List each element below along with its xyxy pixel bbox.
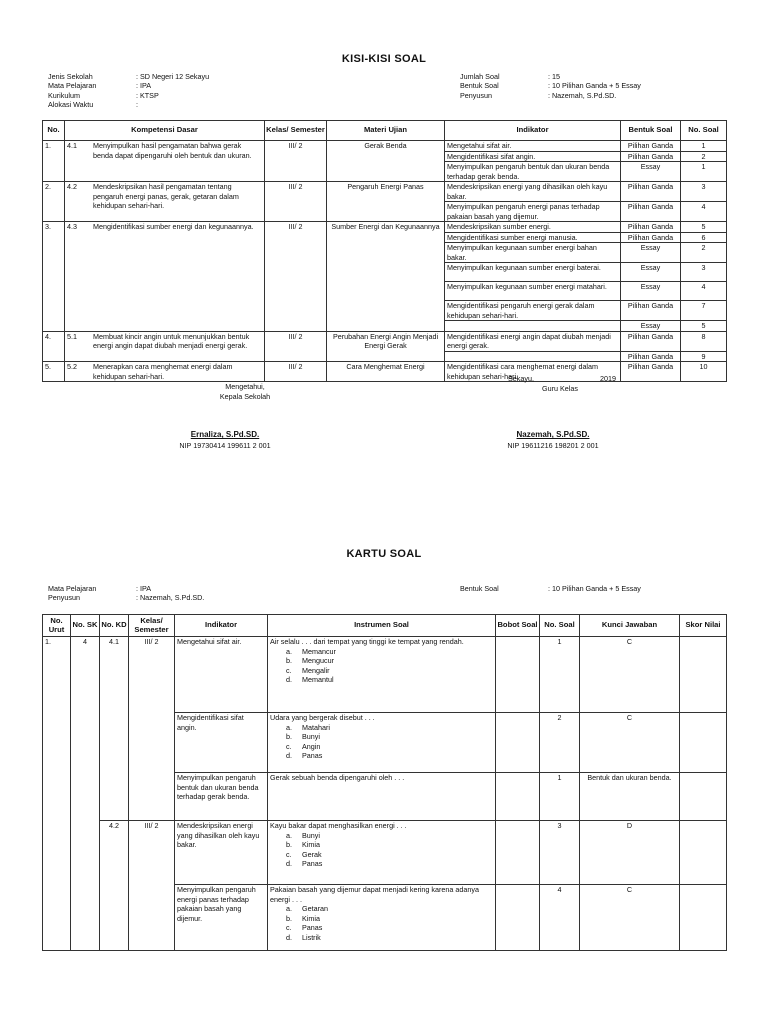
option-letter: d. [286,675,292,684]
bobot-soal-cell [496,713,540,773]
option-text: Mengucur [302,656,334,665]
answer-option [286,723,493,733]
info-label: Mata Pelajaran [48,584,97,593]
kd-number: 4.1 [67,141,77,150]
indikator-cell: Mengetahui sifat air. [445,141,621,152]
info-label: Bentuk Soal [460,584,499,593]
bobot-soal-cell [496,885,540,951]
no-soal-cell: 7 [681,301,727,321]
kd-text: Menyimpulkan hasil pengamatan bahwa gerak benda dapat dipengaruhi oleh bentuk dan ukuran. [93,141,252,160]
kd-number: 5.2 [67,362,77,371]
kunci-jawaban-cell: Bentuk dan ukuran benda. [580,773,680,821]
info-label: Bentuk Soal [460,81,499,91]
option-letter: c. [286,741,292,751]
option-letter: c. [286,849,292,859]
info-label: Kurikulum [48,90,80,100]
bentuk-soal-cell: Pilihan Ganda [621,232,681,243]
kartu-info-right [460,584,641,593]
kisi-info-left [48,72,209,109]
bentuk-soal-cell: Pilihan Ganda [621,351,681,362]
no-sk-cell: 4 [71,637,100,951]
info-row [48,584,204,593]
indikator-cell [445,351,621,362]
indikator-cell: Mengidentifikasi cara menghemat energi dalam kehidupan sehari-hari. [445,362,621,382]
kunci-jawaban-cell: C [580,885,680,951]
header-cell: Instrumen Soal [268,615,496,637]
info-value: : Nazemah, S.Pd.SD. [136,593,205,603]
option-text: Memancur [302,646,336,656]
info-value: : IPA [136,81,152,91]
no-soal-cell: 5 [681,321,727,332]
no-soal-cell: 3 [681,182,727,202]
header-cell: Bobot Soal [496,615,540,637]
indikator-cell: Menyimpulkan kegunaan sumber energi baterai. [445,263,621,282]
indikator-cell: Menyimpulkan pengaruh energi panas terhadap pakaian basah yang dijemur. [175,885,268,951]
no-urut-cell: 1. [43,637,71,951]
header-cell: No. KD [100,615,129,637]
kelas-semester: III/ 2 [265,362,327,382]
bentuk-soal-cell: Pilihan Ganda [621,182,681,202]
kartu-title: KARTU SOAL [346,548,422,560]
row-number: 1. [43,141,65,182]
answer-option [286,742,493,752]
right-signatory-name: Nazemah, S.Pd.SD. [516,430,590,439]
option-text: Getaran [302,904,328,913]
option-text: Gerak [302,849,322,859]
kisi-row [43,331,727,351]
left-signatory-nip: NIP 19730414 199611 2 001 [179,440,271,450]
indikator-cell: Mengidentifikasi sumber energi manusia. [445,232,621,243]
option-text: Panas [302,751,323,760]
indikator-cell: Mengidentifikasi energi angin dapat diubah menjadi energi gerak. [445,331,621,351]
sign-place: Sekayu, [508,374,534,383]
info-row [48,81,209,90]
answer-option [286,914,493,924]
kd-text: Mengidentifikasi sumber energi dan kegunaannya. [93,222,254,231]
option-text: Kimia [302,840,320,849]
header-cell: Kompetensi Dasar [65,121,265,141]
answer-options [270,723,493,761]
option-letter: d. [286,751,292,760]
no-kd-cell: 4.2 [100,821,129,951]
materi-ujian: Pengaruh Energi Panas [327,182,445,222]
indikator-cell: Menyimpulkan pengaruh bentuk dan ukuran benda terhadap gerak benda. [445,162,621,182]
no-soal-cell: 1 [540,637,580,713]
row-number: 3. [43,222,65,332]
question-text: Kayu bakar dapat menghasilkan energi . . . [270,821,407,830]
info-value: : Nazemah, S.Pd.SD. [548,90,617,100]
info-label: Penyusun [48,593,80,603]
no-kd-cell: 4.1 [100,637,129,821]
bentuk-soal-cell: Pilihan Ganda [621,362,681,382]
info-value: : 10 Pilihan Ganda + 5 Essay [548,81,641,91]
kd-text: Menerapkan cara menghemat energi dalam kehidupan sehari-hari. [93,362,233,381]
left-signature-name-block [150,430,300,450]
bentuk-soal-cell: Pilihan Ganda [621,202,681,222]
right-signature-name-block [478,430,628,450]
kelas-semester-cell: III/ 2 [129,821,175,951]
option-letter: d. [286,859,292,868]
answer-option [286,751,493,761]
skor-nilai-cell [680,713,727,773]
kisi-body [43,141,727,382]
answer-option [286,647,493,657]
sign-right-role: Guru Kelas [542,383,578,393]
kompetensi-dasar-cell [65,222,265,332]
kartu-row [43,821,727,885]
skor-nilai-cell [680,773,727,821]
answer-option [286,732,493,742]
no-soal-cell: 3 [681,263,727,282]
answer-option [286,666,493,676]
question-text: Gerak sebuah benda dipengaruhi oleh . . . [270,773,405,782]
header-cell: Indikator [175,615,268,637]
kd-text: Mendeskripsikan hasil pengamatan tentang pengaruh energi panas, gerak, getaran dalam kehidupan sehari-hari. [93,182,239,210]
answer-option [286,831,493,841]
option-text: Panas [302,859,323,868]
no-soal-cell: 1 [681,162,727,182]
header-cell: No. SK [71,615,100,637]
bentuk-soal-cell: Pilihan Ganda [621,141,681,152]
info-row [460,91,641,100]
kartu-info-left [48,584,204,603]
sign-left-line2: Kepala Sekolah [219,391,271,401]
no-soal-cell: 3 [540,821,580,885]
kisi-title: KISI-KISI SOAL [341,53,427,65]
question-text: Pakaian basah yang dijemur dapat menjadi kering karena adanya energi . . . [270,885,479,904]
bentuk-soal-cell: Essay [621,282,681,301]
no-soal-cell: 6 [681,232,727,243]
answer-option [286,923,493,933]
option-letter: a. [286,722,292,732]
no-soal-cell: 4 [681,282,727,301]
option-letter: b. [286,913,292,923]
bentuk-soal-cell: Essay [621,263,681,282]
header-cell: No. Urut [43,615,71,637]
sign-place-date [490,374,630,384]
sign-year: 2019 [600,374,616,383]
option-letter: b. [286,732,292,741]
option-letter: b. [286,840,292,849]
bentuk-soal-cell: Pilihan Ganda [621,222,681,233]
row-number: 2. [43,182,65,222]
question-text: Air selalu . . . dari tempat yang tinggi ke tempat yang rendah. [270,637,464,646]
bobot-soal-cell [496,637,540,713]
instrumen-soal-cell [268,637,496,713]
option-text: Matahari [302,722,330,732]
instrumen-soal-cell [268,773,496,821]
info-value: : [136,99,138,109]
header-cell: Kelas/ Semester [265,121,327,141]
option-letter: c. [286,923,292,932]
kisi-header-row [43,121,727,141]
header-cell: Kelas/ Semester [129,615,175,637]
answer-option [286,850,493,860]
bentuk-soal-cell: Essay [621,162,681,182]
kunci-jawaban-cell: D [580,821,680,885]
question-text: Udara yang bergerak disebut . . . [270,713,375,722]
no-soal-cell: 4 [681,202,727,222]
indikator-cell: Mengetahui sifat air. [175,637,268,713]
left-signatory-name: Ernaliza, S.Pd.SD. [190,430,260,439]
indikator-cell: Mendeskripsikan energi yang dihasilkan oleh kayu bakar. [445,182,621,202]
bentuk-soal-cell: Essay [621,243,681,263]
left-signature-block [170,382,320,401]
indikator-cell: Mengidentifikasi sifat angin. [445,151,621,162]
answer-options [270,831,493,869]
kunci-jawaban-cell: C [580,713,680,773]
header-cell: No. Soal [540,615,580,637]
materi-ujian: Gerak Benda [327,141,445,182]
kartu-body [43,637,727,951]
indikator-cell: Mengidentifikasi sifat angin. [175,713,268,773]
header-cell: Indikator [445,121,621,141]
kelas-semester-cell: III/ 2 [129,637,175,821]
instrumen-soal-cell [268,885,496,951]
no-soal-cell: 10 [681,362,727,382]
kunci-jawaban-cell: C [580,637,680,713]
indikator-cell: Mendeskripsikan sumber energi. [445,222,621,233]
info-value: : 10 Pilihan Ganda + 5 Essay [548,584,641,593]
kisi-info-right [460,72,641,100]
option-letter: b. [286,656,292,665]
right-signature-block [490,374,630,393]
kisi-table [42,120,727,382]
bentuk-soal-cell: Pilihan Ganda [621,151,681,162]
no-soal-cell: 9 [681,351,727,362]
info-value: : IPA [136,584,152,593]
kelas-semester: III/ 2 [265,141,327,182]
info-label: Penyusun [460,90,492,100]
info-row [460,584,641,593]
info-row [48,593,204,602]
indikator-cell: Menyimpulkan kegunaan sumber energi bahan bakar. [445,243,621,263]
info-value: : 15 [548,72,560,81]
indikator-cell: Menyimpulkan kegunaan sumber energi matahari. [445,282,621,301]
row-number: 5. [43,362,65,382]
kd-number: 4.3 [67,222,77,231]
kd-number: 5.1 [67,331,77,341]
kompetensi-dasar-cell [65,182,265,222]
answer-option [286,859,493,869]
indikator-cell: Menyimpulkan pengaruh energi panas terhadap pakaian basah yang dijemur. [445,202,621,222]
answer-option [286,656,493,666]
kartu-row [43,637,727,713]
kartu-table [42,614,727,951]
kelas-semester: III/ 2 [265,182,327,222]
no-soal-cell: 5 [681,222,727,233]
info-value: : SD Negeri 12 Sekayu [136,72,210,81]
info-row [48,72,209,81]
kisi-row [43,182,727,202]
option-text: Bunyi [302,830,320,840]
answer-option [286,933,493,943]
no-soal-cell: 4 [540,885,580,951]
sign-left-line1: Mengetahui, [225,382,265,391]
info-row [48,100,209,109]
option-letter: c. [286,665,292,675]
kisi-row [43,141,727,152]
info-row [460,81,641,90]
instrumen-soal-cell [268,713,496,773]
indikator-cell [445,321,621,332]
answer-option [286,904,493,914]
no-soal-cell: 2 [681,151,727,162]
info-label: Jenis Sekolah [48,72,93,81]
materi-ujian: Perubahan Energi Angin Menjadi Energi Gerak [327,331,445,362]
instrumen-soal-cell [268,821,496,885]
option-text: Memantul [302,675,334,684]
kelas-semester: III/ 2 [265,222,327,332]
header-cell: No. Soal [681,121,727,141]
option-text: Panas [302,923,323,932]
bentuk-soal-cell: Pilihan Ganda [621,331,681,351]
option-text: Angin [302,741,321,751]
indikator-cell: Mendeskripsikan energi yang dihasilkan oleh kayu bakar. [175,821,268,885]
kelas-semester: III/ 2 [265,331,327,362]
answer-option [286,675,493,685]
kartu-header-row [43,615,727,637]
kompetensi-dasar-cell [65,362,265,382]
right-signatory-nip: NIP 19611216 198201 2 001 [507,440,599,450]
kisi-row [43,222,727,233]
header-cell: Bentuk Soal [621,121,681,141]
skor-nilai-cell [680,821,727,885]
skor-nilai-cell [680,637,727,713]
row-number: 4. [43,331,65,362]
info-label: Jumlah Soal [460,72,500,81]
no-soal-cell: 2 [681,243,727,263]
option-letter: a. [286,830,292,840]
no-soal-cell: 1 [540,773,580,821]
info-label: Mata Pelajaran [48,81,97,91]
bobot-soal-cell [496,773,540,821]
no-soal-cell: 2 [540,713,580,773]
kompetensi-dasar-cell [65,331,265,362]
header-cell: Skor Nilai [680,615,727,637]
option-letter: a. [286,904,292,913]
indikator-cell: Menyimpulkan pengaruh bentuk dan ukuran benda terhadap gerak benda. [175,773,268,821]
info-row [460,72,641,81]
option-letter: d. [286,932,292,942]
info-row [48,91,209,100]
info-value: : KTSP [136,90,159,100]
bentuk-soal-cell: Pilihan Ganda [621,301,681,321]
skor-nilai-cell [680,885,727,951]
bentuk-soal-cell: Essay [621,321,681,332]
bobot-soal-cell [496,821,540,885]
option-letter: a. [286,646,292,656]
info-label: Alokasi Waktu [48,99,94,109]
answer-options [270,904,493,942]
materi-ujian: Sumber Energi dan Kegunaannya [327,222,445,332]
option-text: Kimia [302,913,320,923]
indikator-cell: Mengidentifikasi pengaruh energi gerak dalam kehidupan sehari-hari. [445,301,621,321]
no-soal-cell: 8 [681,331,727,351]
header-cell: Materi Ujian [327,121,445,141]
kd-number: 4.2 [67,182,77,191]
header-cell: No. [43,121,65,141]
kd-text: Membuat kincir angin untuk menunjukkan bentuk energi angin dapat diubah menjadi energi gerak. [93,331,250,350]
kompetensi-dasar-cell [65,141,265,182]
option-text: Bunyi [302,732,320,741]
no-soal-cell: 1 [681,141,727,152]
answer-options [270,647,493,685]
answer-option [286,840,493,850]
option-text: Mengalir [302,665,330,675]
header-cell: Kunci Jawaban [580,615,680,637]
option-text: Listrik [302,932,321,942]
materi-ujian: Cara Menghemat Energi [327,362,445,382]
